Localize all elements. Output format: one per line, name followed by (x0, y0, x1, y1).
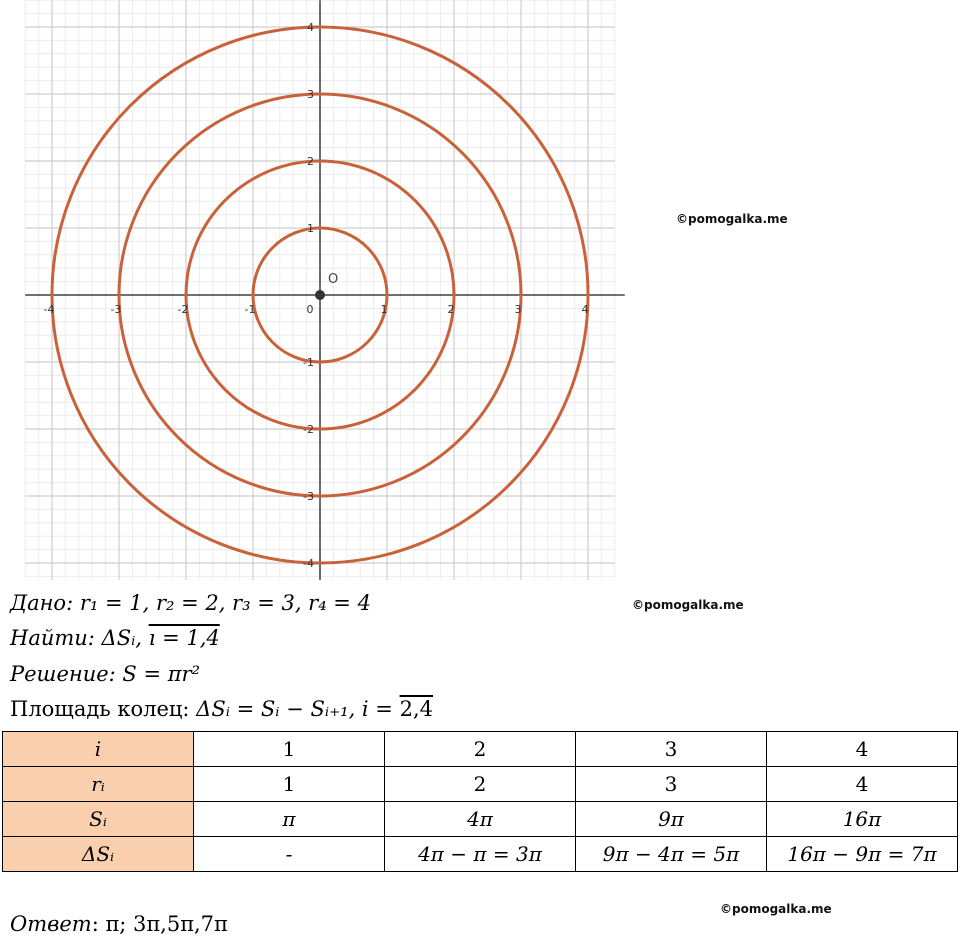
x-tick-label: 2 (447, 303, 455, 316)
table-row (3, 767, 958, 802)
find-text: : ΔSᵢ, (87, 626, 149, 650)
y-tick-label: 2 (307, 155, 314, 168)
table-cell: 4π − π = 3π (385, 837, 576, 872)
x-tick-label: 0 (306, 303, 314, 316)
table-row (3, 732, 958, 767)
origin-point (315, 290, 325, 300)
circles-diagram (0, 0, 640, 580)
table-cell: 2 (385, 767, 576, 802)
find-range: ı = 1,4 (148, 626, 220, 650)
y-tick-label: -1 (303, 356, 314, 369)
y-tick-label: -4 (303, 557, 314, 570)
table-cell: 3 (576, 732, 767, 767)
table-row (3, 802, 958, 837)
table-cell: 3 (576, 767, 767, 802)
given-text: : r₁ = 1, r₂ = 2, r₃ = 3, r₄ = 4 (66, 591, 371, 615)
rings-label: Площадь колец: (10, 697, 197, 721)
row-header: i (3, 732, 194, 767)
x-tick-label: 1 (380, 303, 388, 316)
answer-text: : π; 3π,5π,7π (91, 912, 228, 936)
row-header: ΔSᵢ (3, 837, 194, 872)
table-cell: 9π − 4π = 5π (576, 837, 767, 872)
given-line (10, 591, 371, 615)
x-tick-label: -2 (177, 303, 189, 316)
y-tick-label: 1 (307, 222, 314, 235)
answer-line (10, 912, 228, 936)
watermark: ©pomogalka.me (720, 902, 832, 916)
solution-label: Решение (10, 662, 109, 686)
table-cell: 16π − 9π = 7π (767, 837, 958, 872)
x-tick-label: -3 (110, 303, 122, 316)
table-cell: 4 (767, 732, 958, 767)
rings-range: 2,4 (399, 697, 433, 721)
find-label: Найти (10, 626, 88, 650)
row-header: Sᵢ (3, 802, 194, 837)
table-cell: 1 (194, 732, 385, 767)
x-tick-label: -1 (244, 303, 256, 316)
x-tick-label: -4 (43, 303, 55, 316)
results-table (2, 731, 958, 872)
rings-formula: ΔSᵢ = Sᵢ − Sᵢ₊₁, i = (196, 697, 400, 721)
solution-text: : S = πr² (108, 662, 201, 686)
y-tick-label: 4 (307, 21, 314, 34)
row-header: rᵢ (3, 767, 194, 802)
watermark: ©pomogalka.me (632, 598, 744, 612)
given-label: Дано (10, 591, 67, 615)
x-tick-label: 3 (514, 303, 522, 316)
find-line (10, 626, 220, 650)
watermark: ©pomogalka.me (676, 212, 788, 226)
y-tick-label: 3 (307, 88, 314, 101)
answer-label: Ответ (10, 912, 92, 936)
table-row (3, 837, 958, 872)
y-tick-label: -2 (303, 423, 314, 436)
solution-line (10, 662, 200, 686)
y-tick-label: -3 (303, 490, 314, 503)
rings-line (10, 697, 433, 721)
table-cell: 9π (576, 802, 767, 837)
table-cell: 1 (194, 767, 385, 802)
origin-label: O (328, 272, 339, 287)
table-cell: π (194, 802, 385, 837)
x-tick-label: 4 (581, 303, 589, 316)
table-cell: - (194, 837, 385, 872)
table-cell: 4π (385, 802, 576, 837)
table-cell: 4 (767, 767, 958, 802)
table-cell: 2 (385, 732, 576, 767)
table-cell: 16π (767, 802, 958, 837)
